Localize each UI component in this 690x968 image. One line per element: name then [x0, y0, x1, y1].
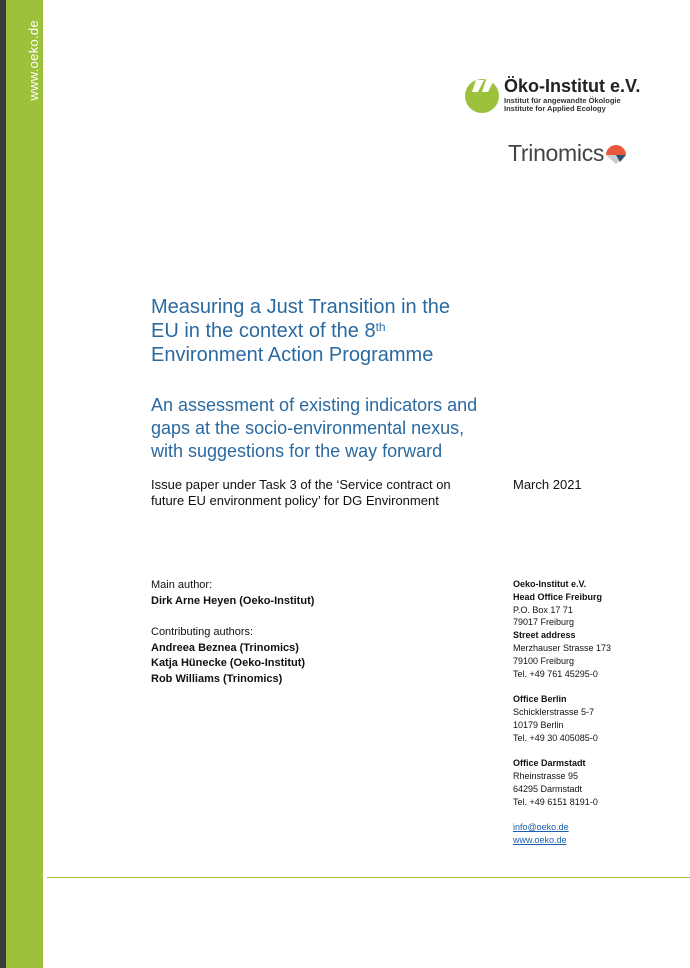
website-link[interactable]: www.oeko.de: [513, 834, 567, 845]
darmstadt-office-label: Office Darmstadt: [513, 758, 586, 769]
authors-block: [151, 578, 314, 687]
title-superscript: th: [375, 320, 386, 334]
contributing-authors-label: Contributing authors:: [151, 626, 254, 638]
title-line-3: Environment Action Programme: [151, 344, 434, 366]
issue-line-2: future EU environment policy’ for DG Environment: [151, 493, 439, 508]
oeko-logo-subtitle-de: Institut für angewandte Ökologie: [504, 96, 621, 105]
document-subtitle: [151, 394, 511, 463]
contact-org: Oeko-Institut e.V.: [513, 579, 587, 589]
berlin-street: Schicklerstrasse 5-7: [513, 706, 595, 717]
left-green-sidebar: [6, 0, 43, 968]
contributing-author: Rob Williams (Trinomics): [151, 672, 283, 685]
street-address: Merzhauser Strasse 173: [513, 642, 612, 653]
oeko-institut-logo: [464, 70, 654, 120]
oeko-logo-subtitle-en: Institute for Applied Ecology: [504, 104, 606, 113]
title-line-2: [151, 319, 511, 343]
darmstadt-phone: Tel. +49 6151 8191-0: [513, 796, 598, 807]
subtitle-line-2: gaps at the socio-environmental nexus,: [151, 418, 465, 438]
issue-line-1: Issue paper under Task 3 of the ‘Service contract on: [151, 477, 451, 492]
head-office-label: Head Office Freiburg: [513, 591, 603, 602]
main-author: Dirk Arne Heyen (Oeko-Institut): [151, 594, 315, 607]
document-title: [151, 295, 511, 367]
issue-description: [151, 477, 491, 509]
title-line-1: Measuring a Just Transition in the: [151, 296, 451, 318]
street-address-label: Street address: [513, 630, 576, 641]
footer-divider: [47, 877, 690, 878]
oeko-leaf-icon: [464, 74, 504, 114]
contact-block: [513, 578, 611, 847]
po-box: P.O. Box 17 71: [513, 604, 573, 615]
darmstadt-street: Rheinstrasse 95: [513, 770, 579, 781]
berlin-city: 10179 Berlin: [513, 719, 564, 730]
subtitle-line-1: An assessment of existing indicators and: [151, 395, 478, 415]
main-author-label: Main author:: [151, 579, 213, 591]
publication-date: March 2021: [513, 477, 582, 492]
po-city: 79017 Freiburg: [513, 617, 575, 628]
darmstadt-city: 64295 Darmstadt: [513, 783, 583, 794]
trinomics-logo-name: Trinomics: [508, 140, 605, 166]
contributing-author: Katja Hünecke (Oeko-Institut): [151, 657, 306, 669]
freiburg-phone: Tel. +49 761 45295-0: [513, 668, 598, 679]
subtitle-line-3: with suggestions for the way forward: [151, 441, 443, 461]
berlin-phone: Tel. +49 30 405085-0: [513, 732, 598, 743]
sidebar-url[interactable]: www.oeko.de: [26, 20, 41, 101]
contributing-author: Andreea Beznea (Trinomics): [151, 641, 299, 654]
title-line-2-text: EU in the context of the 8: [151, 320, 376, 342]
berlin-office-label: Office Berlin: [513, 694, 567, 705]
email-link[interactable]: info@oeko.de: [513, 822, 569, 833]
street-city: 79100 Freiburg: [513, 655, 575, 666]
oeko-logo-name: Öko-Institut e.V.: [504, 76, 641, 96]
trinomics-fan-icon: [604, 143, 628, 165]
